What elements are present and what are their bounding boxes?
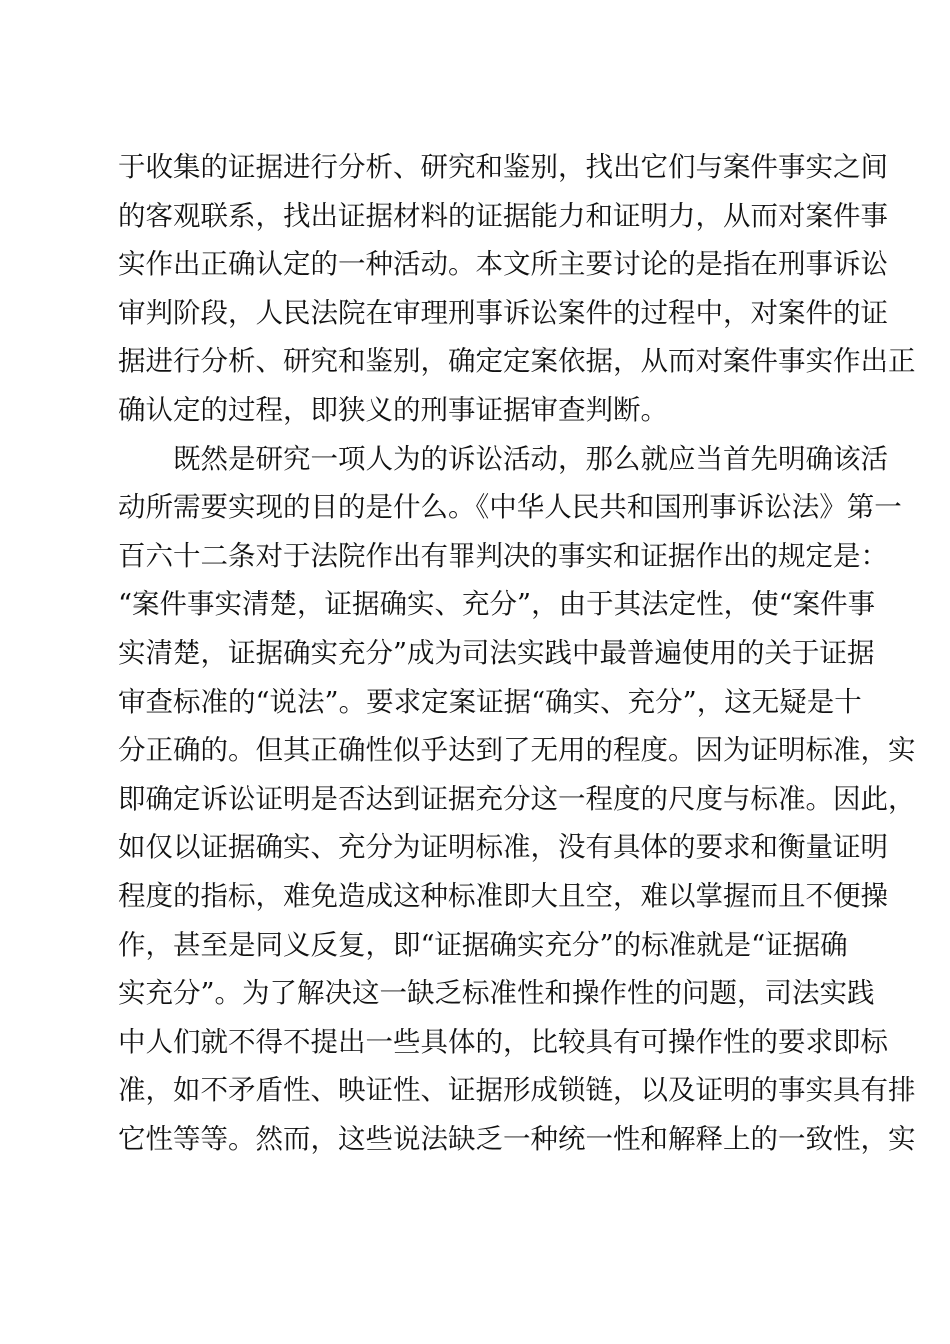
text-line: 动所需要实现的目的是什么。《中华人民共和国刑事诉讼法》第一 — [118, 491, 902, 524]
text-line: 据进行分析、研究和鉴别，确定定案依据，从而对案件事实作出正 — [118, 345, 916, 378]
text-line: 如仅以证据确实、充分为证明标准，没有具体的要求和衡量证明 — [118, 831, 888, 864]
text-line: 即确定诉讼证明是否达到证据充分这一程度的尺度与标准。因此， — [118, 782, 916, 815]
text-line: 既然是研究一项人为的诉讼活动，那么就应当首先明确该活 — [173, 442, 888, 475]
text-line: 实充分”。为了解决这一缺乏标准性和操作性的问题，司法实践 — [118, 977, 875, 1010]
text-line: 分正确的。但其正确性似乎达到了无用的程度。因为证明标准，实 — [118, 734, 916, 767]
text-line: 审判阶段，人民法院在审理刑事诉讼案件的过程中，对案件的证 — [118, 296, 888, 329]
text-line: 于收集的证据进行分析、研究和鉴别，找出它们与案件事实之间 — [118, 151, 888, 183]
text-line: 的客观联系，找出证据材料的证据能力和证明力，从而对案件事 — [118, 199, 888, 232]
text-line: 确认定的过程，即狭义的刑事证据审查判断。 — [118, 393, 668, 426]
text-line: 程度的指标，难免造成这种标准即大且空，难以掌握而且不便操 — [118, 879, 888, 912]
text-line: 实清楚，证据确实充分”成为司法实践中最普遍使用的关于证据 — [118, 636, 875, 669]
text-line: 百六十二条对于法院作出有罪判决的事实和证据作出的规定是： — [118, 539, 888, 572]
text-line: 实作出正确认定的一种活动。本文所主要讨论的是指在刑事诉讼 — [118, 248, 888, 281]
body-text — [118, 143, 916, 1163]
text-line: 中人们就不得不提出一些具体的，比较具有可操作性的要求即标 — [118, 1025, 888, 1058]
paragraph-1 — [118, 143, 916, 435]
text-line: 作，甚至是同义反复，即“证据确实充分”的标准就是“证据确 — [118, 928, 848, 961]
text-line: 审查标准的“说法”。要求定案证据“确实、充分”，这无疑是十 — [118, 685, 862, 718]
text-line: 准，如不矛盾性、映证性、证据形成锁链，以及证明的事实具有排 — [118, 1074, 916, 1107]
text-line: “案件事实清楚，证据确实、充分”，由于其法定性，使“案件事 — [118, 588, 876, 621]
text-line: 它性等等。然而，这些说法缺乏一种统一性和解释上的一致性，实 — [118, 1122, 916, 1155]
paragraph-2 — [118, 435, 916, 1164]
